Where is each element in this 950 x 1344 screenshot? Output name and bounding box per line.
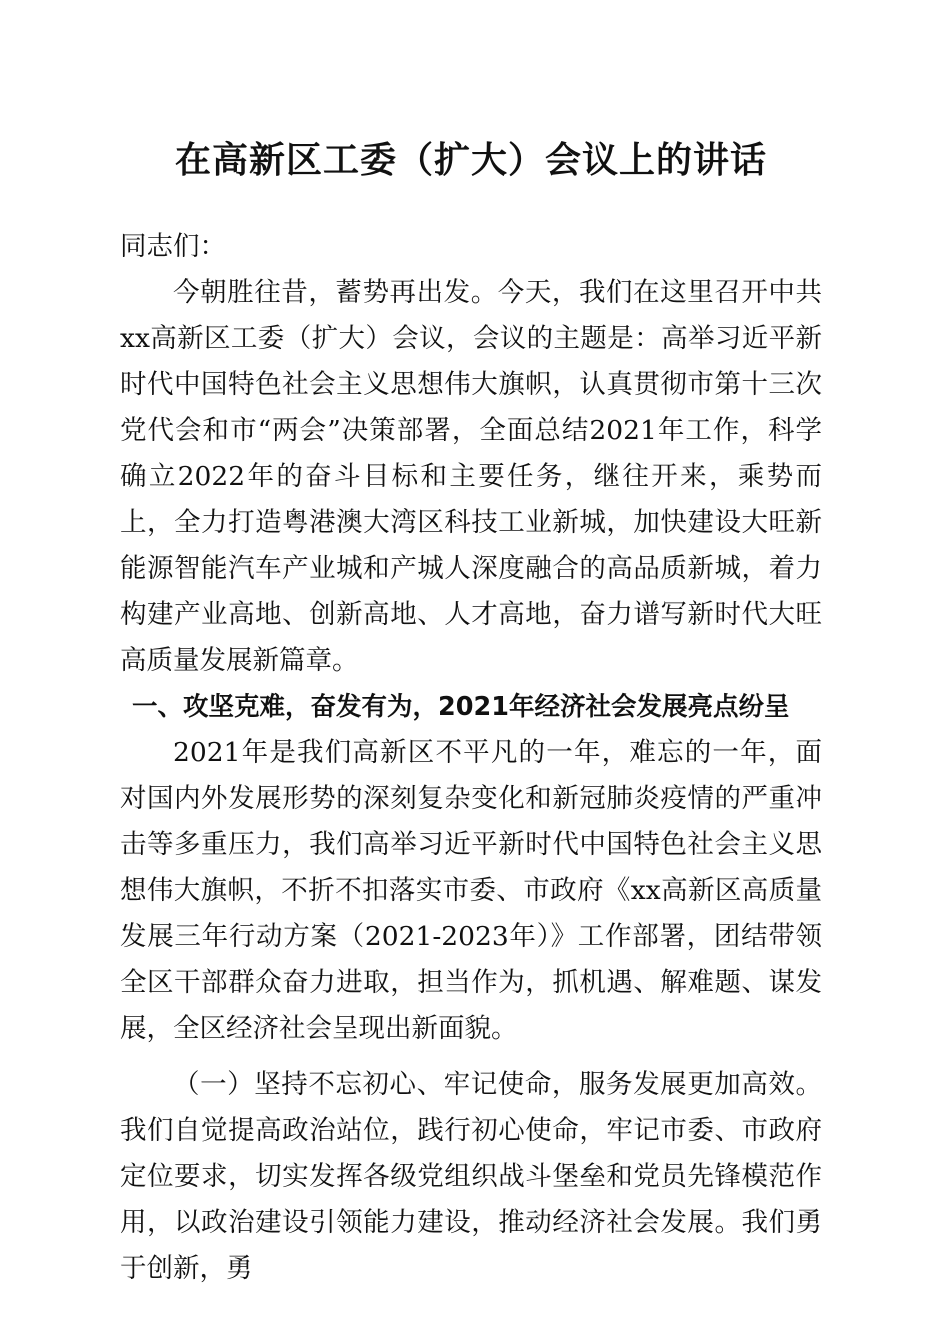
section-heading-1: 一、攻坚克难，奋发有为，2021年经济社会发展亮点纷呈 [132, 692, 790, 722]
subsection-1-text: 我们自觉提高政治站位，践行初心使命，牢记市委、市政府定位要求，切实发挥各级党组织战斗堡垒和党员先锋模范作用，以政治建设引领能力建设，推动经济社会发展。我们勇于创新，勇 [120, 1115, 822, 1284]
section-1-paragraph: 2021年是我们高新区不平凡的一年，难忘的一年，面对国内外发展形势的深刻复杂变化和新冠肺炎疫情的严重冲击等多重压力，我们高举习近平新时代中国特色社会主义思想伟大旗帜，不折不扣落实市委、市政府《xx高新区高质量发展三年行动方案（2021-2023年）》工作部署，团结带领全区干部群众奋力进取，担当作为，抓机遇、解难题、谋发展，全区经济社会呈现出新面貌。 [120, 737, 822, 1044]
intro-paragraph: 今朝胜往昔，蓄势再出发。今天，我们在这里召开中共xx高新区工委（扩大）会议，会议的主题是：高举习近平新时代中国特色社会主义思想伟大旗帜，认真贯彻市第十三次党代会和市“两会”决策部署，全面总结2021年工作，科学确立2022年的奋斗目标和主要任务，继往开来，乘势而上，全力打造粤港澳大湾区科技工业新城，加快建设大旺新能源智能汽车产业城和产城人深度融合的高品质新城，着力构建产业高地、创新高地、人才高地，奋力谱写新时代大旺高质量发展新篇章。 [120, 277, 822, 676]
subsection-1-paragraph [120, 1062, 822, 1292]
subsection-1-lead: （一）坚持不忘初心、牢记使命，服务发展更加高效。 [173, 1069, 822, 1100]
document-body [120, 224, 822, 1292]
document-title: 在高新区工委（扩大）会议上的讲话 [174, 139, 767, 181]
salutation: 同志们： [120, 231, 226, 262]
